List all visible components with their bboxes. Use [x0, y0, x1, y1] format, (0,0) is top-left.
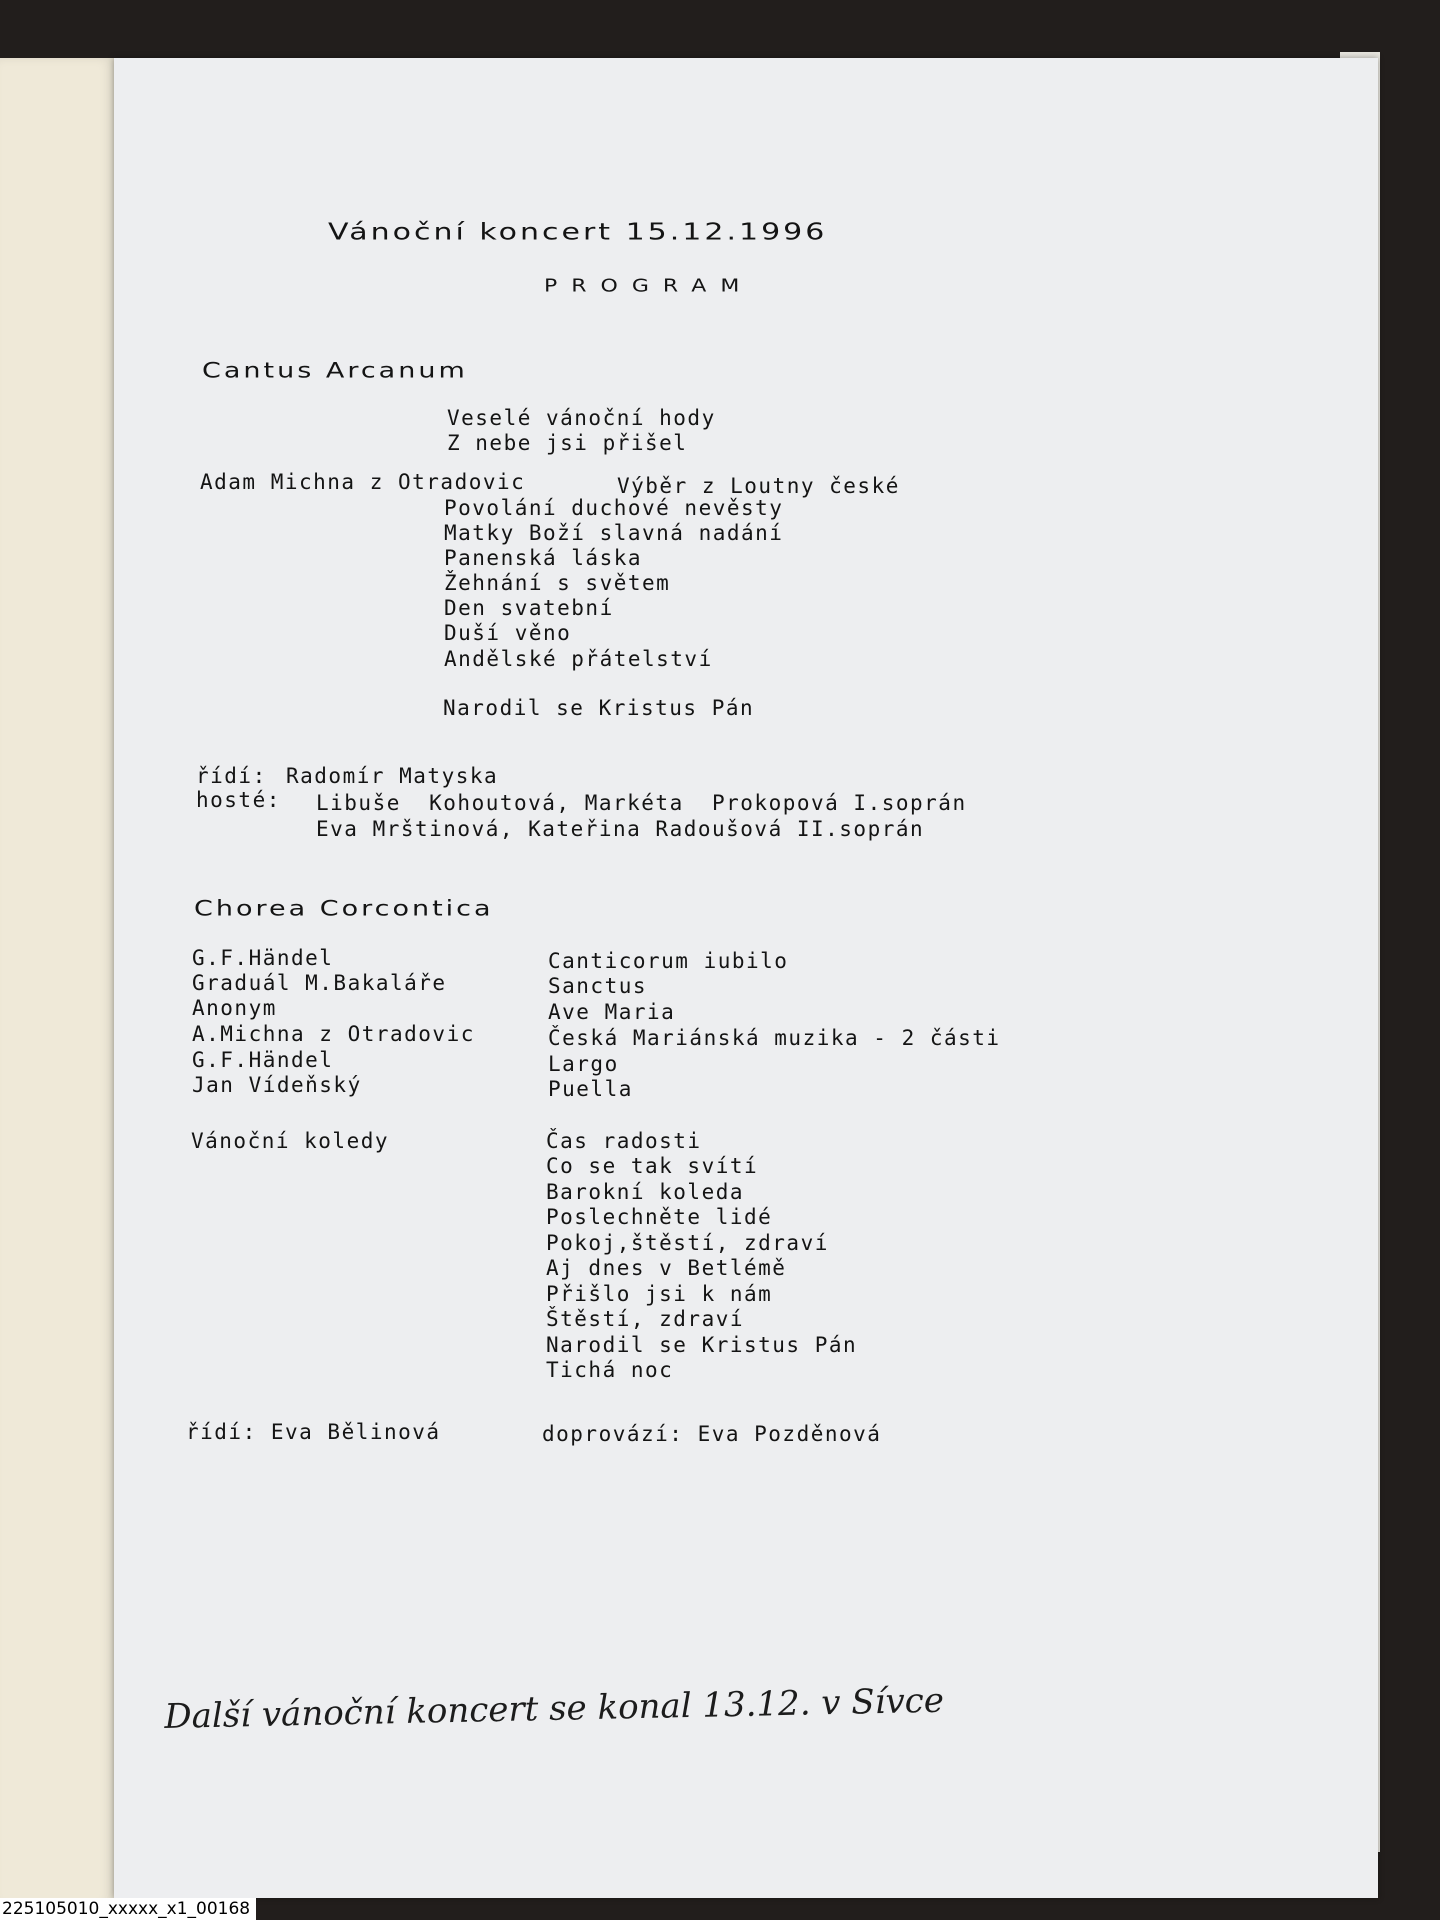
carol-item: Tichá noc [546, 1358, 674, 1382]
piece-title: Ave Maria [548, 1000, 676, 1024]
piece-title: Canticorum iubilo [548, 949, 789, 973]
piece-title: Puella [548, 1077, 633, 1101]
work-title: Výběr z Loutny české [617, 474, 900, 498]
guests-line: Libuše Kohoutová, Markéta Prokopová I.soprán [316, 791, 967, 815]
section-heading-chorea-corcontica: Chorea Corcontica [194, 896, 494, 922]
author-name: G.F.Händel [192, 1048, 334, 1072]
movement-item: Duší věno [444, 621, 572, 645]
piece-title: Česká Mariánská muzika - 2 části [548, 1026, 1001, 1050]
composer-name: Adam Michna z Otradovic [200, 470, 526, 494]
carol-item: Narodil se Kristus Pán [546, 1333, 858, 1357]
author-name: A.Michna z Otradovic [192, 1022, 475, 1046]
opening-piece: Veselé vánoční hody [447, 406, 716, 430]
carols-label: Vánoční koledy [191, 1129, 390, 1153]
closing-piece: Narodil se Kristus Pán [443, 696, 755, 720]
carol-item: Barokní koleda [546, 1180, 745, 1204]
carol-item: Co se tak svítí [546, 1154, 759, 1178]
movement-item: Povolání duchové nevěsty [444, 496, 784, 520]
movement-item: Panenská láska [444, 546, 643, 570]
carol-item: Poslechněte lidé [546, 1205, 773, 1229]
carol-item: Čas radosti [546, 1129, 702, 1153]
guests-line: Eva Mrštinová, Kateřina Radoušová II.soprán [316, 817, 925, 841]
conductor-line: řídí: Eva Bělinová [186, 1420, 441, 1444]
movement-item: Matky Boží slavná nadání [444, 521, 784, 545]
concert-title: Vánoční koncert 15.12.1996 [328, 218, 828, 246]
piece-title: Sanctus [548, 974, 648, 998]
carol-item: Štěstí, zdraví [546, 1307, 745, 1331]
handwritten-note: Další vánoční koncert se konal 13.12. v Sívce [163, 1680, 945, 1737]
facing-page-edge [0, 58, 114, 1906]
guests-label: hosté: [196, 788, 281, 812]
carol-item: Pokoj,štěstí, zdraví [546, 1231, 829, 1255]
image-caption: 225105010_xxxxx_x1_00168 [0, 1898, 256, 1920]
accompanist-line: doprovází: Eva Pozděnová [542, 1422, 882, 1446]
author-name: Anonym [192, 996, 277, 1020]
conductor-name: Radomír Matyska [286, 764, 499, 788]
program-heading: PROGRAM [544, 276, 754, 297]
carol-item: Aj dnes v Betlémě [546, 1256, 787, 1280]
carol-item: Přišlo jsi k nám [546, 1282, 773, 1306]
author-name: G.F.Händel [192, 946, 334, 970]
author-name: Graduál M.Bakaláře [192, 971, 447, 995]
movement-item: Den svatební [444, 596, 614, 620]
author-name: Jan Vídeňský [192, 1073, 362, 1097]
piece-title: Largo [548, 1052, 619, 1076]
conductor-label: řídí: [196, 764, 267, 788]
section-heading-cantus-arcanum: Cantus Arcanum [202, 358, 468, 384]
program-sheet [114, 58, 1378, 1898]
movement-item: Žehnání s světem [444, 571, 671, 595]
opening-piece: Z nebe jsi přišel [447, 431, 688, 455]
movement-item: Andělské přátelství [444, 647, 713, 671]
